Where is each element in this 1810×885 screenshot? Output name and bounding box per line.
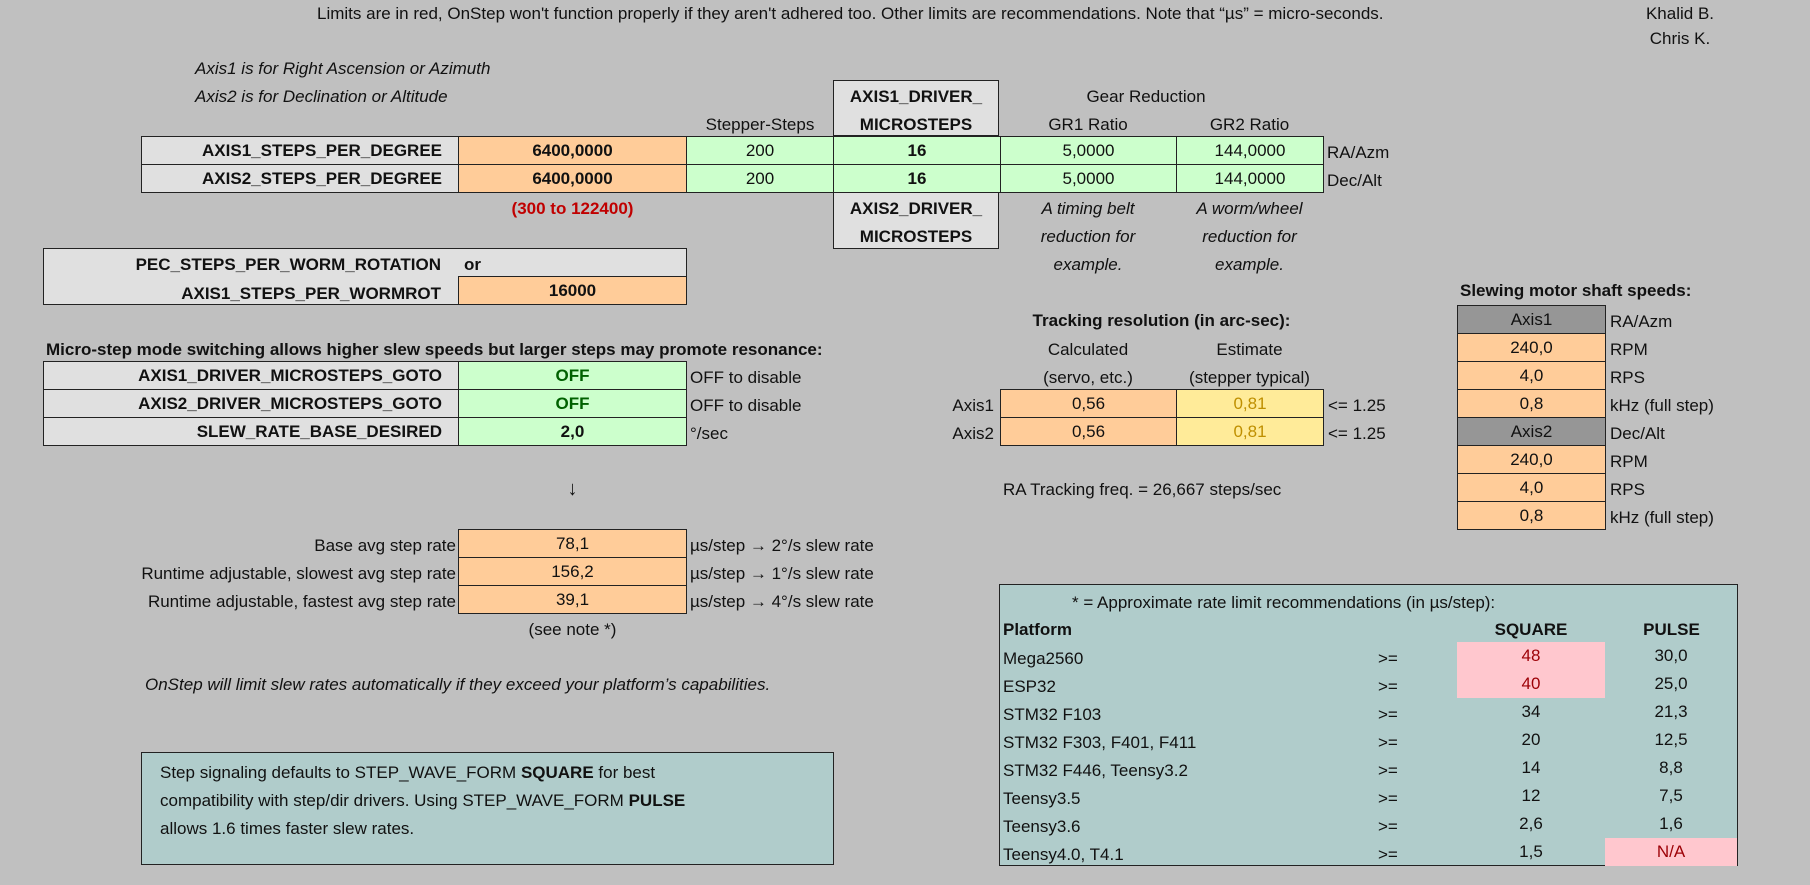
platform-square-limit: 14 xyxy=(1521,758,1541,777)
platform-pulse-limit: 8,8 xyxy=(1659,758,1683,777)
axis1-note: Axis1 is for Right Ascension or Azimuth xyxy=(195,59,491,78)
platform-square-limit: 48 xyxy=(1457,642,1605,670)
slew-unit-label: RPM xyxy=(1610,340,1648,359)
tracking-axis1-calc: 0,56 xyxy=(1000,389,1177,418)
slew-value-cell: Axis1 xyxy=(1457,305,1606,334)
axis1-gr2-input[interactable]: 144,0000 xyxy=(1176,136,1324,165)
platform-operator: >= xyxy=(1378,705,1398,724)
platform-square-limit: 2,6 xyxy=(1519,814,1543,833)
slew-value-cell: 4,0 xyxy=(1457,361,1606,390)
ra-tracking-freq: RA Tracking freq. = 26,667 steps/sec xyxy=(1003,480,1282,499)
wave-note-l3: allows 1.6 times faster slew rates. xyxy=(160,819,415,838)
tracking-axis1-est: 0,81 xyxy=(1176,389,1324,418)
platform-pulse-limit: 12,5 xyxy=(1654,730,1688,749)
gr2-note-1: A worm/wheel xyxy=(1196,199,1303,218)
axis2-steps-label: AXIS2_STEPS_PER_DEGREE xyxy=(141,164,459,193)
col-estimate: Estimate xyxy=(1216,340,1283,359)
slew-value-cell: 240,0 xyxy=(1457,445,1606,474)
pec-label-2: AXIS1_STEPS_PER_WORMROT xyxy=(181,284,441,303)
slew-value-cell: 0,8 xyxy=(1457,501,1606,530)
wave-note-l2a: compatibility with step/dir drivers. Using STEP_WAVE_FORM xyxy=(160,791,629,810)
base-step-rate-label: Base avg step rate xyxy=(314,536,456,555)
platform-pulse-limit: 1,6 xyxy=(1659,814,1683,833)
fastest-step-rate-label: Runtime adjustable, fastest avg step rate xyxy=(147,592,456,611)
axis2-microsteps-input[interactable]: 16 xyxy=(833,164,1001,193)
col-stepper-steps: Stepper-Steps xyxy=(705,115,815,134)
platform-pulse-limit: 25,0 xyxy=(1654,674,1688,693)
slew-rate-base-input[interactable]: 2,0 xyxy=(458,417,687,446)
slew-limit-note: OnStep will limit slew rates automatically if they exceed your platform’s capabilities. xyxy=(145,675,771,694)
down-arrow-icon: ↓ xyxy=(567,478,578,500)
axis1-steps-label: AXIS1_STEPS_PER_DEGREE xyxy=(141,136,459,165)
platform-pulse-limit: 30,0 xyxy=(1654,646,1688,665)
axis1-microsteps-goto-note: OFF to disable xyxy=(690,368,802,387)
col-calculated: Calculated xyxy=(1047,340,1129,359)
platform-name: STM32 F446, Teensy3.2 xyxy=(1003,761,1188,780)
slew-unit-label: RPS xyxy=(1610,480,1645,499)
slew-unit-label: RA/Azm xyxy=(1610,312,1673,331)
platform-operator: >= xyxy=(1378,845,1398,864)
axis1-axis-label: RA/Azm xyxy=(1327,143,1390,162)
col-axis2-driver-l2: MICROSTEPS xyxy=(859,227,973,246)
slew-unit-label: kHz (full step) xyxy=(1610,508,1714,527)
platform-operator: >= xyxy=(1378,733,1398,752)
gr2-note-3: example. xyxy=(1215,255,1284,274)
platform-square-limit: 20 xyxy=(1521,730,1541,749)
axis2-microsteps-goto-note: OFF to disable xyxy=(690,396,802,415)
fastest-step-rate-value: 39,1 xyxy=(458,585,687,614)
platform-operator: >= xyxy=(1378,677,1398,696)
axis2-note: Axis2 is for Declination or Altitude xyxy=(195,87,448,106)
slew-unit-label: kHz (full step) xyxy=(1610,396,1714,415)
platform-operator: >= xyxy=(1378,761,1398,780)
col-gear-reduction: Gear Reduction xyxy=(1086,87,1206,106)
gr1-note-2: reduction for xyxy=(1040,227,1136,246)
col-square: SQUARE xyxy=(1494,620,1568,639)
tracking-axis2-calc: 0,56 xyxy=(1000,417,1177,446)
axis2-gr2-input[interactable]: 144,0000 xyxy=(1176,164,1324,193)
gr1-note-3: example. xyxy=(1053,255,1123,274)
wave-note-square: SQUARE xyxy=(520,763,594,782)
col-calculated-sub: (servo, etc.) xyxy=(1043,368,1133,387)
col-platform: Platform xyxy=(1003,620,1072,639)
col-pulse: PULSE xyxy=(1643,620,1700,639)
slowest-step-rate-note: µs/step → 1°/s slew rate xyxy=(690,564,874,583)
platform-square-limit: 40 xyxy=(1457,670,1605,698)
platform-name: ESP32 xyxy=(1003,677,1056,696)
axis1-stepper-steps-input[interactable]: 200 xyxy=(686,136,834,165)
slew-value-cell: 4,0 xyxy=(1457,473,1606,502)
platform-name: Mega2560 xyxy=(1003,649,1084,668)
slowest-step-rate-value: 156,2 xyxy=(458,557,687,586)
platform-operator: >= xyxy=(1378,817,1398,836)
microstep-heading: Micro-step mode switching allows higher slew speeds but larger steps may promote resonance: xyxy=(46,340,823,359)
axis2-microsteps-goto-label: AXIS2_DRIVER_MICROSTEPS_GOTO xyxy=(43,389,459,418)
platform-pulse-limit: 7,5 xyxy=(1659,786,1683,805)
col-axis1-driver-l2: MICROSTEPS xyxy=(859,115,973,134)
fastest-step-rate-note: µs/step → 4°/s slew rate xyxy=(690,592,874,611)
tracking-axis2-limit: <= 1.25 xyxy=(1328,424,1386,443)
col-gr1-ratio: GR1 Ratio xyxy=(1048,115,1128,134)
slew-value-cell: 240,0 xyxy=(1457,333,1606,362)
axis1-microsteps-goto-label: AXIS1_DRIVER_MICROSTEPS_GOTO xyxy=(43,361,459,390)
platform-name: Teensy3.5 xyxy=(1003,789,1081,808)
author-2: Chris K. xyxy=(1649,29,1711,48)
axis1-microsteps-input[interactable]: 16 xyxy=(833,136,1001,165)
platform-name: Teensy3.6 xyxy=(1003,817,1081,836)
col-gr2-ratio: GR2 Ratio xyxy=(1209,115,1290,134)
pec-label: PEC_STEPS_PER_WORM_ROTATION xyxy=(135,255,441,274)
axis2-axis-label: Dec/Alt xyxy=(1327,171,1382,190)
platform-pulse-limit: 21,3 xyxy=(1654,702,1688,721)
see-note: (see note *) xyxy=(528,620,617,639)
platform-square-limit: 12 xyxy=(1521,786,1541,805)
slewing-title: Slewing motor shaft speeds: xyxy=(1460,281,1692,300)
slew-unit-label: RPM xyxy=(1610,452,1648,471)
axis2-microsteps-goto-input[interactable]: OFF xyxy=(458,389,687,418)
tracking-axis2-est: 0,81 xyxy=(1176,417,1324,446)
wave-note-pulse: PULSE xyxy=(628,791,686,810)
platform-operator: >= xyxy=(1378,649,1398,668)
axis2-steps-input[interactable]: 6400,0000 xyxy=(458,164,687,193)
pec-or: or xyxy=(464,255,481,274)
slew-value-cell: 0,8 xyxy=(1457,389,1606,418)
axis2-gr1-input[interactable]: 5,0000 xyxy=(1000,164,1177,193)
gr2-note-2: reduction for xyxy=(1202,227,1297,246)
steps-range-limit: (300 to 122400) xyxy=(511,199,634,218)
slowest-step-rate-label: Runtime adjustable, slowest avg step rate xyxy=(141,564,456,583)
base-step-rate-value: 78,1 xyxy=(458,529,687,558)
tracking-axis2-label: Axis2 xyxy=(952,424,994,443)
axis2-stepper-steps-input[interactable]: 200 xyxy=(686,164,834,193)
platforms-title: * = Approximate rate limit recommendations (in µs/step): xyxy=(1072,593,1496,612)
platform-pulse-limit: N/A xyxy=(1605,838,1737,866)
platform-square-limit: 34 xyxy=(1521,702,1541,721)
wave-form-note-box xyxy=(141,752,834,865)
col-estimate-sub: (stepper typical) xyxy=(1189,368,1310,387)
col-axis1-driver-l1: AXIS1_DRIVER_ xyxy=(849,87,983,106)
slew-unit-label: Dec/Alt xyxy=(1610,424,1665,443)
pec-steps-input[interactable]: 16000 xyxy=(458,276,687,305)
slew-unit-label: RPS xyxy=(1610,368,1645,387)
slew-value-cell: Axis2 xyxy=(1457,417,1606,446)
base-step-rate-note: µs/step → 2°/s slew rate xyxy=(690,536,874,555)
platform-name: Teensy4.0, T4.1 xyxy=(1003,845,1124,864)
platform-name: STM32 F103 xyxy=(1003,705,1102,724)
header-note: Limits are in red, OnStep won't function properly if they aren't adhered too. Other limits are recommendations. Note that “µs” = micro-seconds. xyxy=(317,4,1384,23)
wave-note-l1c: for best xyxy=(593,763,656,782)
author-1: Khalid B. xyxy=(1645,4,1715,23)
tracking-axis1-label: Axis1 xyxy=(952,396,994,415)
wave-note-l1a: Step signaling defaults to STEP_WAVE_FORM xyxy=(160,763,521,782)
platform-square-limit: 1,5 xyxy=(1519,842,1543,861)
platform-operator: >= xyxy=(1378,789,1398,808)
axis1-gr1-input[interactable]: 5,0000 xyxy=(1000,136,1177,165)
slew-rate-base-label: SLEW_RATE_BASE_DESIRED xyxy=(43,417,459,446)
axis1-steps-input[interactable]: 6400,0000 xyxy=(458,136,687,165)
gr1-note-1: A timing belt xyxy=(1041,199,1135,218)
axis1-microsteps-goto-input[interactable]: OFF xyxy=(458,361,687,390)
tracking-axis1-limit: <= 1.25 xyxy=(1328,396,1386,415)
slew-rate-base-unit: °/sec xyxy=(690,424,728,443)
col-axis2-driver-l1: AXIS2_DRIVER_ xyxy=(849,199,983,218)
platform-name: STM32 F303, F401, F411 xyxy=(1003,733,1197,752)
tracking-title: Tracking resolution (in arc-sec): xyxy=(1032,311,1291,330)
